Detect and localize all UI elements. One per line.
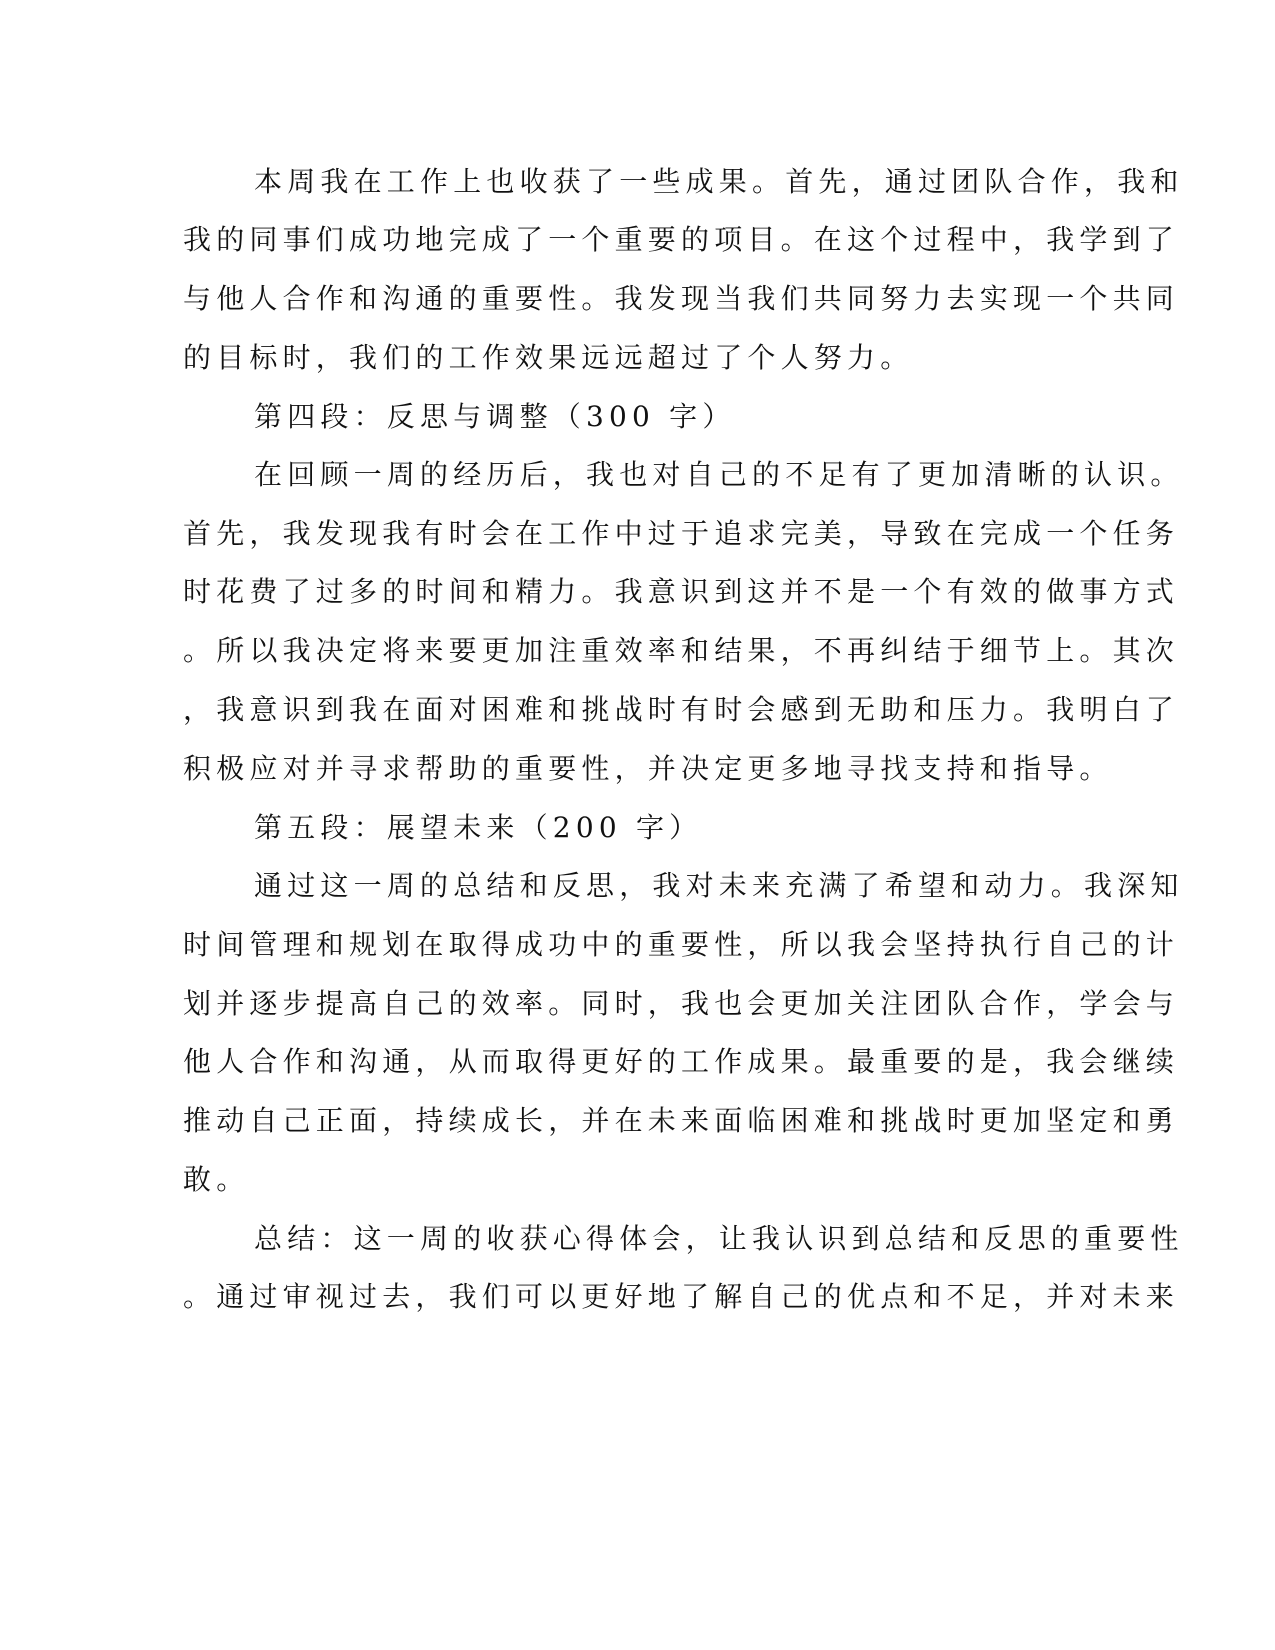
paragraph-line: 时间管理和规划在取得成功中的重要性，所以我会坚持执行自己的计 xyxy=(183,928,1180,961)
paragraph-line: 推动自己正面，持续成长，并在未来面临困难和挑战时更加坚定和勇 xyxy=(183,1104,1180,1137)
paragraph-line: 在回顾一周的经历后，我也对自己的不足有了更加清晰的认识。 xyxy=(254,458,1184,491)
paragraph-line: 他人合作和沟通，从而取得更好的工作成果。最重要的是，我会继续 xyxy=(183,1045,1180,1078)
paragraph-line: 本周我在工作上也收获了一些成果。首先，通过团队合作，我和 xyxy=(254,165,1184,198)
paragraph-line: 首先，我发现我有时会在工作中过于追求完美，导致在完成一个任务 xyxy=(183,517,1180,550)
paragraph-line: 通过这一周的总结和反思，我对未来充满了希望和动力。我深知 xyxy=(254,869,1184,902)
paragraph-line: 划并逐步提高自己的效率。同时，我也会更加关注团队合作，学会与 xyxy=(183,987,1180,1020)
section-heading: 第五段：展望未来（200 字） xyxy=(254,811,703,844)
paragraph-line: 积极应对并寻求帮助的重要性，并决定更多地寻找支持和指导。 xyxy=(183,752,1113,785)
paragraph-line: 总结：这一周的收获心得体会，让我认识到总结和反思的重要性 xyxy=(254,1222,1184,1255)
paragraph-line: 时花费了过多的时间和精力。我意识到这并不是一个有效的做事方式 xyxy=(183,575,1180,608)
section-heading: 第四段：反思与调整（300 字） xyxy=(254,400,736,433)
paragraph-line: 我的同事们成功地完成了一个重要的项目。在这个过程中，我学到了 xyxy=(183,223,1180,256)
paragraph-line: 的目标时，我们的工作效果远远超过了个人努力。 xyxy=(183,341,914,374)
paragraph-line: 与他人合作和沟通的重要性。我发现当我们共同努力去实现一个共同 xyxy=(183,282,1180,315)
paragraph-line: 。通过审视过去，我们可以更好地了解自己的优点和不足，并对未来 xyxy=(183,1280,1180,1313)
paragraph-line: 敢。 xyxy=(183,1163,250,1196)
paragraph-line: 。所以我决定将来要更加注重效率和结果，不再纠结于细节上。其次 xyxy=(183,634,1180,667)
paragraph-line: ，我意识到我在面对困难和挑战时有时会感到无助和压力。我明白了 xyxy=(183,693,1180,726)
